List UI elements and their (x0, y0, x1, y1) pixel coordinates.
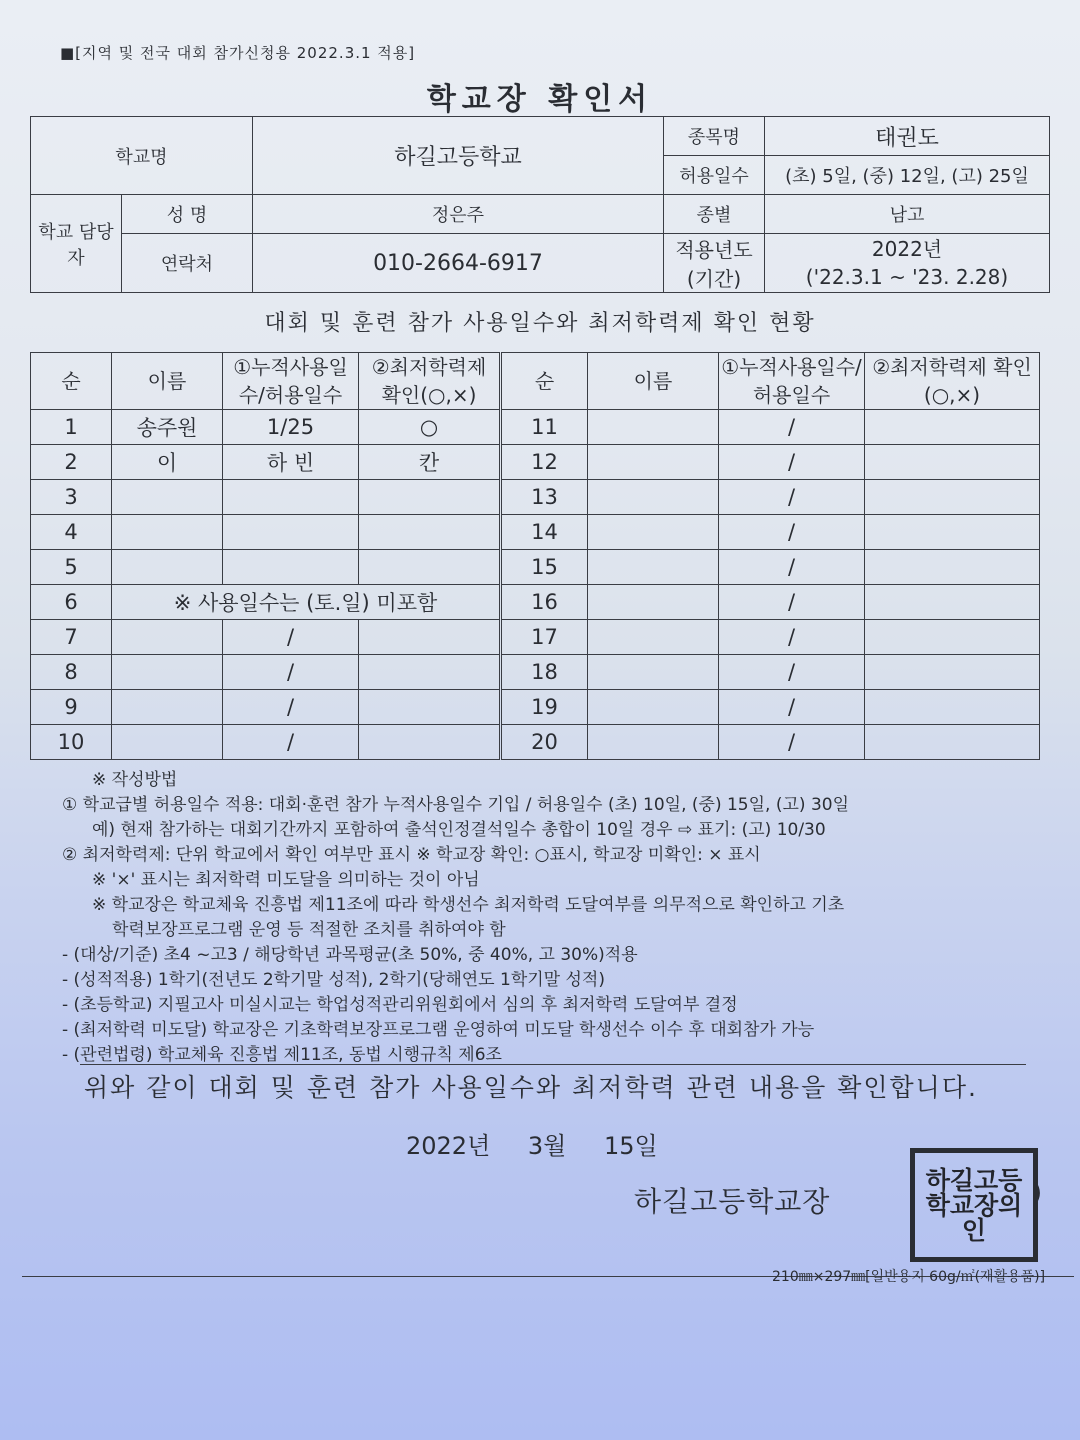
row-days-right: / (719, 480, 865, 515)
writing-instructions (62, 768, 1052, 1068)
contact-person-label: 학교 담당자 (31, 195, 122, 293)
row-no: 9 (31, 690, 112, 725)
note-line: 학력보장프로그램 운영 등 적절한 조치를 취하여야 함 (112, 920, 506, 940)
row-no: 2 (31, 445, 112, 480)
section-title: 대회 및 훈련 참가 사용일수와 최저학력제 확인 현황 (264, 311, 816, 336)
row-days-right: / (719, 515, 865, 550)
row-check: ○ (359, 410, 501, 445)
usage-days-note: ※ 사용일수는 (토.일) 미포함 (112, 585, 501, 620)
note-line: ※ '×' 표시는 최저학력 미도달을 의미하는 것이 아님 (92, 870, 480, 890)
row-days-right: / (719, 690, 865, 725)
table-row (31, 585, 1040, 620)
note-line: 예) 현재 참가하는 대회기간까지 포함하여 출석인정결석일수 총합이 10일 경우 ⇨ 표기: (고) 10/30 (92, 820, 826, 840)
row-days-right: / (719, 620, 865, 655)
allowed-days-value: (초) 5일, (중) 12일, (고) 25일 (765, 156, 1050, 195)
row-no: 7 (31, 620, 112, 655)
note-line: - (성적적용) 1학기(전년도 2학기말 성적), 2학기(당해연도 1학기말 성적) (62, 970, 605, 990)
row-no-right: 17 (501, 620, 588, 655)
row-no-right: 14 (501, 515, 588, 550)
row-check: 칸 (359, 445, 501, 480)
row-name: 송주원 (112, 410, 223, 445)
col-header-no: 순 (31, 353, 112, 410)
row-days: / (223, 725, 359, 760)
principal-signature-line: 하길고등학교장 (634, 1185, 831, 1218)
row-no: 10 (31, 725, 112, 760)
row-no: 8 (31, 655, 112, 690)
phone-value: 010-2664-6917 (253, 234, 664, 293)
table-row (31, 410, 1040, 445)
row-days-right: / (719, 445, 865, 480)
category-value: 남고 (765, 195, 1050, 234)
row-no-right: 11 (501, 410, 588, 445)
row-days: 하 빈 (223, 445, 359, 480)
document-title: 학교장 확인서 (426, 82, 654, 117)
table-row (31, 725, 1040, 760)
col-header-check: ②최저학력제 확인(○,×) (359, 353, 501, 410)
seal-paren: ) (1032, 1178, 1043, 1208)
official-seal: 하길고등학교장의인 (910, 1148, 1038, 1262)
row-no: 4 (31, 515, 112, 550)
sport-label: 종목명 (664, 117, 765, 156)
table-row (31, 445, 1040, 480)
table-row (31, 655, 1040, 690)
row-days-right: / (719, 410, 865, 445)
allowed-days-label: 허용일수 (664, 156, 765, 195)
phone-label: 연락처 (122, 234, 253, 293)
row-no: 1 (31, 410, 112, 445)
col-header-days: ①누적사용일수/허용일수 (223, 353, 359, 410)
row-no-right: 16 (501, 585, 588, 620)
row-no: 6 (31, 585, 112, 620)
col-header-name: 이름 (112, 353, 223, 410)
table-row (31, 550, 1040, 585)
row-days-right: / (719, 585, 865, 620)
school-name-label: 학교명 (31, 117, 253, 195)
col-header-check-right: ②최저학력제 확인(○,×) (865, 353, 1040, 410)
note-line: - (초등학교) 지필고사 미실시교는 학업성적관리위원회에서 심의 후 최저학력 도달여부 결정 (62, 995, 738, 1015)
row-no-right: 12 (501, 445, 588, 480)
school-info-table (30, 116, 1050, 293)
row-no: 5 (31, 550, 112, 585)
row-no-right: 20 (501, 725, 588, 760)
row-days: 1/25 (223, 410, 359, 445)
category-label: 종별 (664, 195, 765, 234)
row-days: / (223, 655, 359, 690)
note-line: ② 최저학력제: 단위 학교에서 확인 여부만 표시 ※ 학교장 확인: ○표시, 학교장 미확인: × 표시 (62, 845, 761, 865)
row-name: 이 (112, 445, 223, 480)
row-no: 3 (31, 480, 112, 515)
row-no-right: 19 (501, 690, 588, 725)
name-value: 정은주 (253, 195, 664, 234)
divider (80, 1064, 1026, 1065)
row-days-right: / (719, 550, 865, 585)
row-no-right: 13 (501, 480, 588, 515)
col-header-name-right: 이름 (588, 353, 719, 410)
row-no-right: 15 (501, 550, 588, 585)
note-line: - (대상/기준) 초4 ~고3 / 해당학년 과목평균(초 50%, 중 40%, 고 30%)적용 (62, 945, 638, 965)
col-header-no-right: 순 (501, 353, 588, 410)
notes-heading: ※ 작성방법 (92, 770, 178, 790)
row-days: / (223, 690, 359, 725)
table-row (31, 515, 1040, 550)
note-line: ① 학교급별 허용일수 적용: 대회·훈련 참가 누적사용일수 기입 / 허용일수 (초) 10일, (중) 15일, (고) 30일 (62, 795, 850, 815)
name-label: 성 명 (122, 195, 253, 234)
row-days-right: / (719, 725, 865, 760)
sport-value: 태권도 (765, 117, 1050, 156)
year-label: 적용년도 (기간) (664, 234, 765, 293)
paper-spec: 210㎜×297㎜[일반용지 60g/㎡(재활용품)] (772, 1269, 1046, 1285)
period-value: ('22.3.1 ~ '23. 2.28) (805, 265, 1009, 289)
confirmation-statement: 위와 같이 대회 및 훈련 참가 사용일수와 최저학력 관련 내용을 확인합니다. (84, 1073, 978, 1102)
table-row (31, 480, 1040, 515)
participation-table (30, 352, 1040, 760)
table-row (31, 620, 1040, 655)
col-header-days-right: ①누적사용일수/허용일수 (719, 353, 865, 410)
form-reference: ■[지역 및 전국 대회 참가신청용 2022.3.1 적용] (60, 44, 416, 62)
row-days-right: / (719, 655, 865, 690)
school-name-value: 하길고등학교 (253, 117, 664, 195)
note-line: - (최저학력 미도달) 학교장은 기초학력보장프로그램 운영하여 미도달 학생선수 이수 후 대회참가 가능 (62, 1020, 815, 1040)
note-line: - (관련법령) 학교체육 진흥법 제11조, 동법 시행규칙 제6조 (62, 1045, 502, 1065)
row-days: / (223, 620, 359, 655)
row-no-right: 18 (501, 655, 588, 690)
year-value: 2022년 (871, 237, 943, 261)
note-line: ※ 학교장은 학교체육 진흥법 제11조에 따라 학생선수 최저학력 도달여부를 의무적으로 확인하고 기초 (92, 895, 845, 915)
issue-date: 2022년 3월 15일 (406, 1132, 658, 1160)
table-row (31, 690, 1040, 725)
